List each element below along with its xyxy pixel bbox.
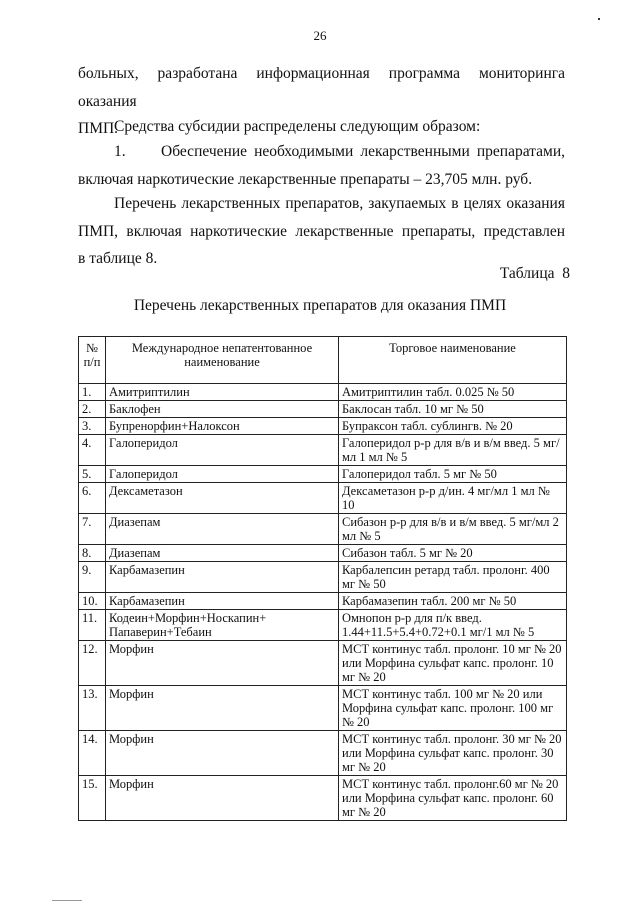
table-row — [79, 483, 567, 514]
cell-inn: Галоперидол — [106, 466, 339, 483]
cell-inn: Галоперидол — [106, 435, 339, 466]
cell-trade: Карбалепсин ретард табл. пролонг. 400 мг № 50 — [339, 562, 567, 593]
table-header-row — [79, 337, 567, 384]
table-row — [79, 545, 567, 562]
paragraph-intro-line1: больных, разработана информационная программа мониторинга оказания — [78, 65, 565, 110]
table-label: Таблица 8 — [499, 265, 570, 282]
cell-num: 9. — [79, 562, 106, 593]
paragraph-item-1-line1: 1. Обеспечение необходимыми лекарственными препаратами, — [114, 143, 565, 160]
table-row — [79, 641, 567, 686]
cell-trade: МСТ континус табл. пролонг.60 мг № 20 или Морфина сульфат капс. пролонг. 60 мг № 20 — [339, 776, 567, 821]
cell-inn: Морфин — [106, 731, 339, 776]
cell-num: 6. — [79, 483, 106, 514]
paragraph-list-intro-line1: Перечень лекарственных препаратов, закупаемых в целях оказания — [114, 195, 565, 212]
cell-num: 12. — [79, 641, 106, 686]
cell-num: 15. — [79, 776, 106, 821]
paragraph-list-intro-line2: ПМП, включая наркотические лекарственные препараты, представлен — [78, 222, 565, 240]
table-body — [79, 384, 567, 821]
cell-trade: Сибазон р-р для в/в и в/м введ. 5 мг/мл 2 мл № 5 — [339, 514, 567, 545]
paragraph-list-intro-line3: в таблице 8. — [78, 250, 158, 267]
cell-inn: Морфин — [106, 776, 339, 821]
paragraph-item-1 — [78, 138, 565, 193]
scan-dot — [598, 18, 600, 20]
cell-num: 5. — [79, 466, 106, 483]
cell-trade: МСТ континус табл. пролонг. 10 мг № 20 или Морфина сульфат капс. пролонг. 10 мг № 20 — [339, 641, 567, 686]
cell-trade: МСТ континус табл. 100 мг № 20 или Морфина сульфат капс. пролонг. 100 мг № 20 — [339, 686, 567, 731]
cell-num: 11. — [79, 610, 106, 641]
table-row — [79, 418, 567, 435]
cell-num: 8. — [79, 545, 106, 562]
paragraph-list-intro — [78, 190, 565, 273]
header-inn: Международное непатентованное наименование — [106, 337, 339, 384]
cell-inn: Диазепам — [106, 514, 339, 545]
cell-trade: Дексаметазон р-р д/ин. 4 мг/мл 1 мл № 10 — [339, 483, 567, 514]
cell-inn: Баклофен — [106, 401, 339, 418]
paragraph-intro-line2: ПМП. — [78, 120, 119, 137]
cell-num: 13. — [79, 686, 106, 731]
table-row — [79, 562, 567, 593]
cell-num: 3. — [79, 418, 106, 435]
cell-num: 2. — [79, 401, 106, 418]
margin-line — [52, 900, 82, 901]
cell-trade: Баклосан табл. 10 мг № 50 — [339, 401, 567, 418]
cell-inn: Дексаметазон — [106, 483, 339, 514]
cell-trade: Бупраксон табл. сублингв. № 20 — [339, 418, 567, 435]
drugs-table — [78, 336, 567, 821]
cell-num: 4. — [79, 435, 106, 466]
cell-inn: Амитриптилин — [106, 384, 339, 401]
table-row — [79, 466, 567, 483]
table-caption: Перечень лекарственных препаратов для оказания ПМП — [133, 297, 507, 314]
cell-inn: Бупренорфин+Налоксон — [106, 418, 339, 435]
cell-inn: Диазепам — [106, 545, 339, 562]
cell-trade: Галоперидол табл. 5 мг № 50 — [339, 466, 567, 483]
cell-inn: Карбамазепин — [106, 593, 339, 610]
cell-inn: Морфин — [106, 641, 339, 686]
cell-trade: Карбамазепин табл. 200 мг № 50 — [339, 593, 567, 610]
table-row — [79, 435, 567, 466]
table-row — [79, 776, 567, 821]
cell-trade: Галоперидол р-р для в/в и в/м введ. 5 мг/мл 1 мл № 5 — [339, 435, 567, 466]
cell-inn: Морфин — [106, 686, 339, 731]
cell-num: 7. — [79, 514, 106, 545]
table-row — [79, 401, 567, 418]
table-row — [79, 593, 567, 610]
cell-trade: Сибазон табл. 5 мг № 20 — [339, 545, 567, 562]
cell-trade: МСТ континус табл. пролонг. 30 мг № 20 или Морфина сульфат капс. пролонг. 30 мг № 20 — [339, 731, 567, 776]
cell-inn: Кодеин+Морфин+Носкапин+ Папаверин+Тебаин — [106, 610, 339, 641]
table-row — [79, 731, 567, 776]
table-row — [79, 686, 567, 731]
cell-num: 10. — [79, 593, 106, 610]
cell-trade: Амитриптилин табл. 0.025 № 50 — [339, 384, 567, 401]
page-number: 26 — [313, 28, 327, 43]
table-row — [79, 384, 567, 401]
header-trade: Торговое наименование — [339, 337, 567, 384]
paragraph-subsidy: Средства субсидии распределены следующим образом: — [114, 118, 481, 135]
paragraph-item-1-line2: включая наркотические лекарственные препараты – 23,705 млн. руб. — [78, 170, 533, 188]
cell-trade: Омнопон р-р для п/к введ. 1.44+11.5+5.4+0.72+0.1 мг/1 мл № 5 — [339, 610, 567, 641]
table-row — [79, 610, 567, 641]
cell-num: 14. — [79, 731, 106, 776]
header-num: № п/п — [79, 337, 106, 384]
cell-num: 1. — [79, 384, 106, 401]
table-row — [79, 514, 567, 545]
cell-inn: Карбамазепин — [106, 562, 339, 593]
